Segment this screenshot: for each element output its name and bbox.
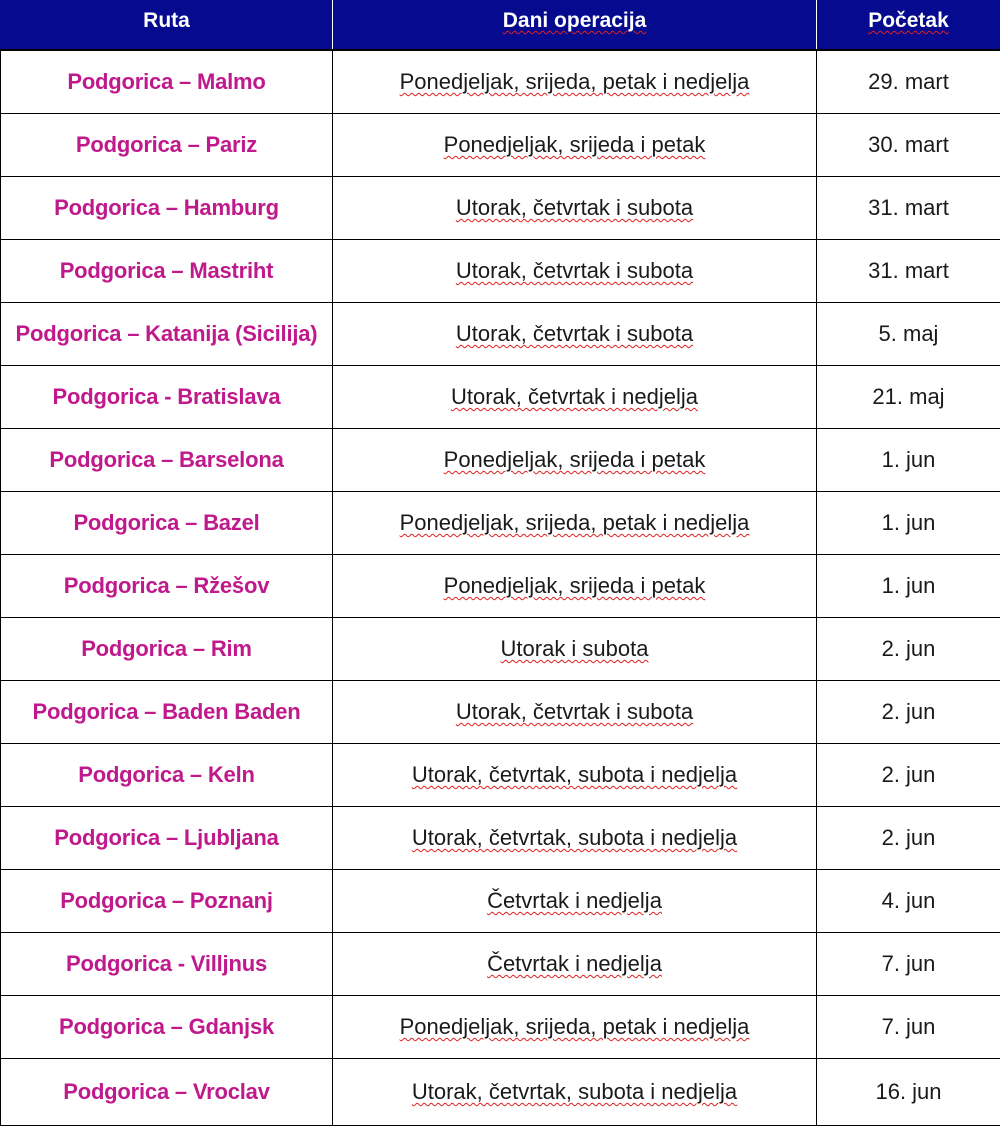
start-cell: 29. mart xyxy=(817,50,1000,114)
table-row xyxy=(1,681,1000,744)
days-text: Ponedjeljak, srijeda, petak i nedjelja xyxy=(399,510,750,535)
table-row xyxy=(1,555,1000,618)
days-text: Ponedjeljak, srijeda, petak i nedjelja xyxy=(399,1014,750,1039)
route-cell: Podgorica – Barselona xyxy=(1,429,333,492)
days-text: Ponedjeljak, srijeda i petak xyxy=(443,132,706,157)
table-row xyxy=(1,429,1000,492)
header-days: Dani operacija xyxy=(333,0,817,50)
days-cell xyxy=(333,366,817,429)
days-cell xyxy=(333,492,817,555)
days-text: Utorak, četvrtak i subota xyxy=(455,195,694,220)
start-cell: 31. mart xyxy=(817,240,1000,303)
days-text: Utorak, četvrtak i subota xyxy=(455,258,694,283)
route-cell: Podgorica - Villjnus xyxy=(1,933,333,996)
route-cell: Podgorica – Baden Baden xyxy=(1,681,333,744)
days-cell xyxy=(333,870,817,933)
days-text: Utorak i subota xyxy=(500,636,649,661)
days-cell xyxy=(333,1059,817,1126)
start-cell: 2. jun xyxy=(817,807,1000,870)
start-cell: 2. jun xyxy=(817,618,1000,681)
days-cell xyxy=(333,807,817,870)
days-text: Utorak, četvrtak, subota i nedjelja xyxy=(411,1079,738,1104)
table-row xyxy=(1,114,1000,177)
days-cell xyxy=(333,240,817,303)
days-text: Utorak, četvrtak i subota xyxy=(455,699,694,724)
table-row xyxy=(1,240,1000,303)
start-cell: 1. jun xyxy=(817,429,1000,492)
table-row xyxy=(1,870,1000,933)
days-text: Ponedjeljak, srijeda, petak i nedjelja xyxy=(399,69,750,94)
route-cell: Podgorica – Malmo xyxy=(1,50,333,114)
route-cell: Podgorica – Hamburg xyxy=(1,177,333,240)
days-cell xyxy=(333,177,817,240)
route-cell: Podgorica - Bratislava xyxy=(1,366,333,429)
table-body xyxy=(1,50,1000,1126)
route-cell: Podgorica – Bazel xyxy=(1,492,333,555)
route-cell: Podgorica – Rim xyxy=(1,618,333,681)
days-cell xyxy=(333,744,817,807)
start-cell: 2. jun xyxy=(817,681,1000,744)
start-cell: 30. mart xyxy=(817,114,1000,177)
days-text: Četvrtak i nedjelja xyxy=(487,951,662,976)
table-row xyxy=(1,807,1000,870)
route-cell: Podgorica – Mastriht xyxy=(1,240,333,303)
route-cell: Podgorica – Poznanj xyxy=(1,870,333,933)
route-cell: Podgorica – Pariz xyxy=(1,114,333,177)
days-cell xyxy=(333,50,817,114)
route-cell: Podgorica – Keln xyxy=(1,744,333,807)
start-cell: 7. jun xyxy=(817,996,1000,1059)
start-cell: 4. jun xyxy=(817,870,1000,933)
table-row xyxy=(1,933,1000,996)
route-cell: Podgorica – Ržešov xyxy=(1,555,333,618)
route-cell: Podgorica – Vroclav xyxy=(1,1059,333,1126)
days-cell xyxy=(333,618,817,681)
route-cell: Podgorica – Ljubljana xyxy=(1,807,333,870)
table-row xyxy=(1,177,1000,240)
days-cell xyxy=(333,933,817,996)
start-cell: 16. jun xyxy=(817,1059,1000,1126)
route-cell: Podgorica – Gdanjsk xyxy=(1,996,333,1059)
days-text: Ponedjeljak, srijeda i petak xyxy=(443,573,706,598)
start-cell: 1. jun xyxy=(817,555,1000,618)
days-text: Utorak, četvrtak i subota xyxy=(455,321,694,346)
days-text: Četvrtak i nedjelja xyxy=(487,888,662,913)
days-cell xyxy=(333,681,817,744)
header-row xyxy=(1,0,1000,50)
table-row xyxy=(1,996,1000,1059)
days-text: Ponedjeljak, srijeda i petak xyxy=(443,447,706,472)
table-row xyxy=(1,618,1000,681)
start-cell: 1. jun xyxy=(817,492,1000,555)
start-cell: 2. jun xyxy=(817,744,1000,807)
start-cell: 31. mart xyxy=(817,177,1000,240)
start-cell: 21. maj xyxy=(817,366,1000,429)
days-text: Utorak, četvrtak i nedjelja xyxy=(451,384,698,409)
start-cell: 7. jun xyxy=(817,933,1000,996)
days-cell xyxy=(333,114,817,177)
table-row xyxy=(1,303,1000,366)
days-cell xyxy=(333,429,817,492)
days-text: Utorak, četvrtak, subota i nedjelja xyxy=(411,762,738,787)
days-cell xyxy=(333,996,817,1059)
route-cell: Podgorica – Katanija (Sicilija) xyxy=(1,303,333,366)
table-row xyxy=(1,366,1000,429)
days-text: Utorak, četvrtak, subota i nedjelja xyxy=(411,825,738,850)
header-start: Početak xyxy=(817,0,1000,50)
table-row xyxy=(1,744,1000,807)
days-cell xyxy=(333,555,817,618)
start-cell: 5. maj xyxy=(817,303,1000,366)
header-route: Ruta xyxy=(1,0,333,50)
table-row xyxy=(1,1059,1000,1126)
table-row xyxy=(1,492,1000,555)
table-row xyxy=(1,50,1000,114)
days-cell xyxy=(333,303,817,366)
